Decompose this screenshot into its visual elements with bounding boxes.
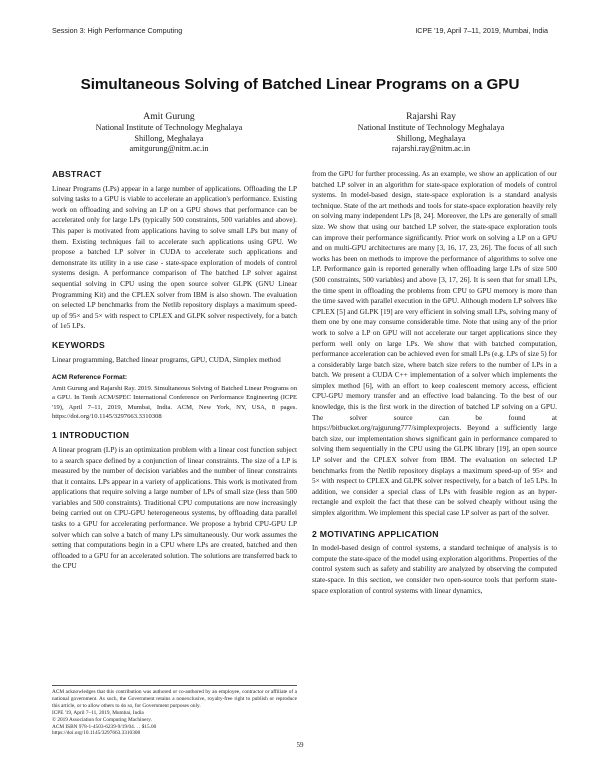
author-name: Rajarshi Ray (406, 111, 456, 122)
author-block-1 (44, 111, 294, 155)
running-header (52, 26, 548, 35)
keywords-heading: KEYWORDS (52, 339, 106, 350)
abstract-heading: ABSTRACT (52, 169, 102, 179)
author-block-2 (306, 111, 556, 155)
footnote-body: ACM acknowledges that this contribution was authored or co-authored by an employee, contractor or affiliate of a national government. As such, the Government retains a nonexclusive, royalty-free right to publish or reproduce this article, or to allow others to do so, for Government purposes only. (52, 689, 297, 709)
abstract-text: Linear Programs (LPs) appear in a large number of applications. Offloading the LP solving tasks to a GPU is viable to accelerate an application's performance. Existing work on offloading and solving an LP on a GPU shows that performance can be accelerated only for large LPs (typically 500 constraints, 500 variables and above). This paper is motivated from applications having to solve small LPs but many of them. Existing techniques fail to accelerate such applications using GPU. We propose a batched LP solver in CUDA to accelerate such applications and demonstrate its utility in a use case - state-space exploration of models of control systems design. A performance comparison of The batched LP solver against sequential solving in CPU using the open source solver GLPK (GNU Linear Programming Kit) and the CPLEX solver from IBM is also shown. The evaluation on selected LP benchmarks from the Netlib repository displays a maximum speed-up of 95× and 5× with respect to CPLEX and GLPK solver respectively, for a batch of 1e5 LPs. (52, 184, 297, 331)
left-column (52, 169, 297, 572)
author-location: Shillong, Meghalaya (134, 133, 204, 143)
author-location: Shillong, Meghalaya (396, 133, 466, 143)
keywords-text: Linear programming, Batched linear programs, GPU, CUDA, Simplex method (52, 355, 281, 364)
author-email: amitgurung@nitm.ac.in (129, 144, 209, 154)
motivating-heading: 2 MOTIVATING APPLICATION (312, 528, 439, 539)
author-name: Amit Gurung (143, 111, 195, 122)
acm-reference-heading: ACM Reference Format: (52, 374, 128, 382)
running-header-session: Session 3: High Performance Computing (52, 26, 183, 35)
footnote-conference: ICPE '19, April 7–11, 2019, Mumbai, India (52, 709, 144, 716)
introduction-text-right: from the GPU for further processing. As an example, we show an application of our batched LP solver in an algorithm for state-space exploration of models of control systems. In model-based design, state-space exploration is a standard analysis technique. State of the art methods and tools for state-space exploration heavily rely on solving many independent LPs [8, 24]. Moreover, the LPs are generally of small size. We show that using our batched LP solver, the state-space exploration tools can improve their performance significantly. Prior work on solving a LP on a GPU and on multi-GPU architectures are many [3, 16, 17, 23, 26]. The focus of all such works has been on methods to improve the performance of algorithms to solve one LP. Performance gain is reported generally when offloading large LPs of size 500 (500 constraints, 500 variables) and above [3, 17, 26]. It is seen that for small LPs, the time spent in offloading the problems from CPU to GPU memory is more than the time saved with parallel execution in the GPU. Although modern LP solvers like CPLEX [5] and GLPK [19] are very efficient in solving small LPs, solving many of them one by one may consume considerable time. Note that using any of the prior work to solve a LP on GPU will not accelerate our target applications since they perform well only on large LPs. We show that with batched computation, performance acceleration can be achieved even for small LPs (e.g. LPs of size 5) for a considerably large batch size, where batch size refers to the number of LPs in a batch. We present a CUDA C++ implementation of a solver which implements the simplex method [6], with an effort to keep coalescent memory access, efficient CPU-GPU memory transfer and an effective load balancing. To the best of our knowledge, this is the first work in the direction of batched LP solving on a GPU. The solver source can be found at https://bitbucket.org/rajgurung777/simplexprojects. Beyond a sufficiently large batch size, our implementation shows significant gain in performance compared to solving them sequentially in the CPU using the GLPK library [19], an open source LP solver and the CPLEX solver from IBM. The evaluation on selected LP benchmarks from the Netlib repository displays a maximum speed-up of 95× and 5× with respect to CPLEX and GLPK solver respectively, for a batch of 1e5 LPs. In addition, we consider a special class of LPs with feasible region as an hyper-rectangle and exploit the fact that these can be solved cheaply without using the simplex algorithm. We implement this special case LP solver as part of the solver. (312, 170, 557, 517)
page-number: 59 (296, 741, 304, 749)
motivating-text: In model-based design of control systems, a standard technique of analysis is to compute the state-space of the model using exploration algorithms. Properties of the control system such as safety and stability are analyzed by observing the computed state-space. In this section, we consider two open-source tools that perform state-space exploration of control systems with linear dynamics, (312, 544, 557, 595)
acm-reference-text: Amit Gurung and Rajarshi Ray. 2019. Simultaneous Solving of Batched Linear Programs on a GPU. In Tenth ACM/SPEC International Conference on Performance Engineering (ICPE '19), April 7–11, 2019, Mumbai, India. ACM, New York, NY, USA, 8 pages. https://doi.org/10.1145/3297663.3310308 (52, 384, 297, 420)
author-email: rajarshi.ray@nitm.ac.in (391, 144, 471, 154)
footnote-doi: https://doi.org/10.1145/3297663.3310308 (52, 730, 141, 737)
introduction-text-left: A linear program (LP) is an optimization problem with a linear cost function subject to a search space defined by a conjunction of linear constraints. The size of a LP is measured by the number of decision variables and the number of linear constraints that it contains. LPs appear in a variety of applications. This work is motivated from applications that require solving a large number of LPs of small size (less than 500 variables and 500 constraints). Traditional CPU computations are now increasingly being carried out on CPU-GPU heterogeneous systems, by offloading data parallel tasks to a GPU for accelerating performance. We propose a hybrid CPU-GPU LP solver which can solve a batch of many LPs simultaneously. Our work assumes the setting that computations begin in a CPU where LPs are created, batched and then offloaded to a GPU for an accelerated solution. The solutions are transferred back to the CPU (52, 445, 297, 571)
footnote-isbn: ACM ISBN 978-1-4503-6239-9/19/04. . . $15.00 (52, 723, 157, 730)
copyright-footnote (52, 685, 297, 737)
footnote-copyright: © 2019 Association for Computing Machinery. (52, 716, 152, 723)
running-header-conference: ICPE '19, April 7–11, 2019, Mumbai, India (415, 26, 548, 35)
paper-title: Simultaneous Solving of Batched Linear Programs on a GPU (80, 76, 520, 93)
right-column (312, 169, 557, 596)
author-affiliation: National Institute of Technology Meghalaya (357, 123, 505, 132)
author-affiliation: National Institute of Technology Meghalaya (95, 123, 243, 132)
introduction-heading: 1 INTRODUCTION (52, 430, 130, 441)
